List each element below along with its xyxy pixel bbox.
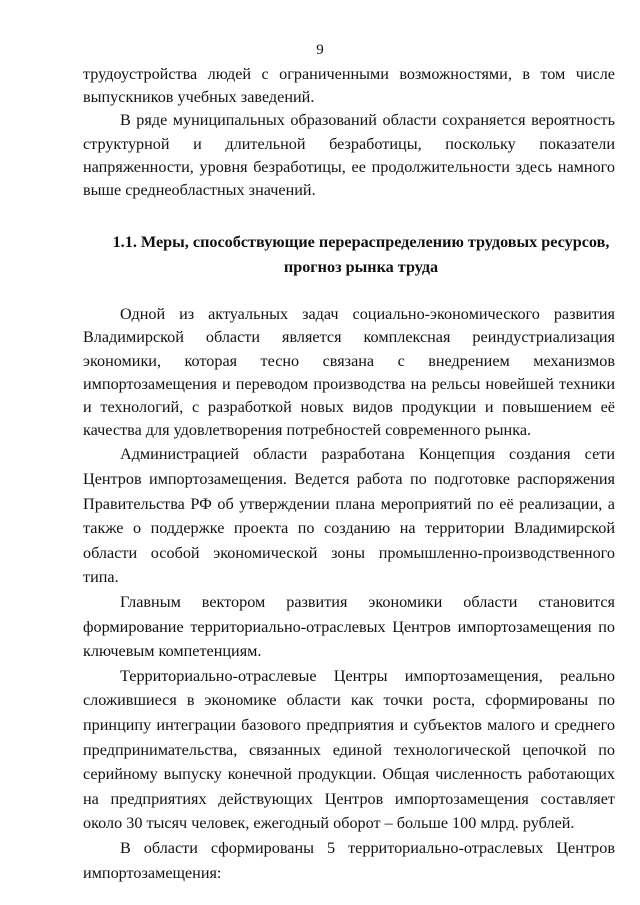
paragraph-main-vector: Главным вектором развития экономики области становится формирование территориально-отраслевых Центров импортозамещения по ключевым компетенциям. <box>83 593 615 661</box>
section-heading <box>83 230 615 280</box>
section-heading-line-2: прогноз рынка труда <box>283 258 439 277</box>
paragraph-unemployment: В ряде муниципальных образований области сохраняется вероятность структурной и длительной безработицы, поскольку показатели напряженности, уровня безработицы, ее продолжительности здесь намного выше среднеобластных значений. <box>83 111 615 200</box>
paragraph-continuation: трудоустройства людей с ограниченными возможностями, в том числе выпускников учебных заведений. <box>83 65 615 107</box>
paragraph-centers: Территориально-отраслевые Центры импортозамещения, реально сложившиеся в экономике области как точки роста, сформированы по принципу интеграции базового предприятия и субъектов малого и среднего предпринимательства, связанных единой технологической цепочкой по серийному выпуску конечной продукции. Общая численность работающих на предприятиях действующих Центров импортозамещения составляет около 30 тысяч человек, ежегодный оборот – больше 100 млрд. рублей. <box>83 666 615 833</box>
document-body <box>83 63 615 885</box>
section-heading-line-1: 1.1. Меры, способствующие перераспределению трудовых ресурсов, <box>112 233 610 252</box>
paragraph-reindustrialization: Одной из актуальных задач социально-экономического развития Владимирской области является комплексная реиндустриализация экономики, которая тесно связана с внедрением механизмов импортозамещения и переводом производства на рельсы новейшей техники и технологий, с разработкой новых видов продукции и повышением её качества для удовлетворения потребностей современного рынка. <box>83 305 615 440</box>
paragraph-concept: Администрацией области разработана Концепция создания сети Центров импортозамещения. Ведется работа по подготовке распоряжения Правительства РФ об утверждении плана мероприятий по её реализации, а также о поддержке проекта по созданию на территории Владимирской области особой экономической зоны промышленно-производственного типа. <box>83 445 615 587</box>
paragraph-formed-centers: В области сформированы 5 территориально-отраслевых Центров импортозамещения: <box>83 838 615 882</box>
page-number: 9 <box>316 42 324 58</box>
